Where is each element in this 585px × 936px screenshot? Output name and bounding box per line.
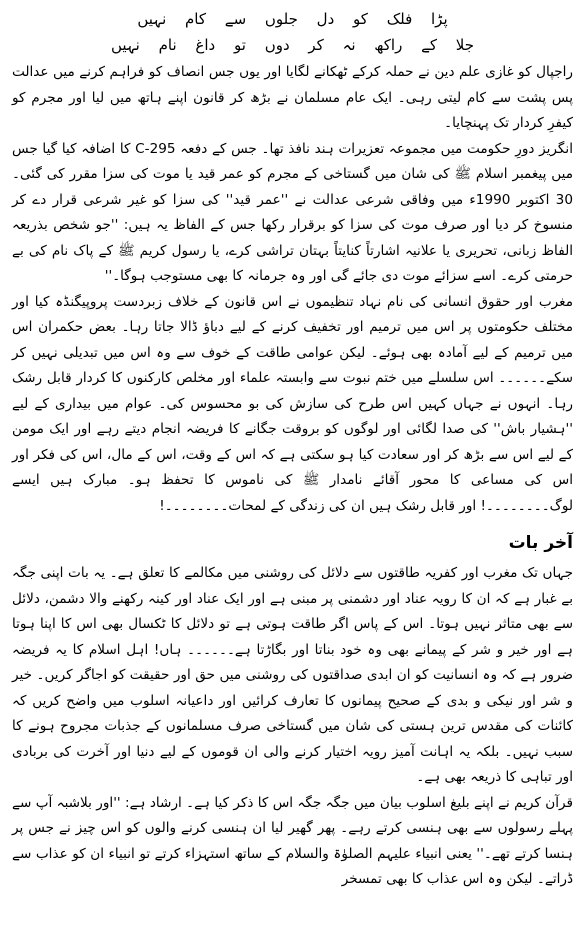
paragraph-west-pressure: مغرب اور حقوق انسانی کی نام نہاد تنظیموں نے اس قانون کے خلاف زبردست پروپیگنڈہ کیا اور مختلف حکومتوں پر اس میں ترمیم اور تخفیف کرنے کے لیے دباؤ ڈالا جاتا رہا۔ بعض حکمران اس میں ترمیم کے لیے آمادہ بھی ہوئے۔ لیکن عوامی طاقت کے خوف سے وہ اس میں تبدیلی نہیں کر سکے۔۔۔۔۔۔ اس سلسلے میں ختم نبوت سے وابستہ علماء اور مخلص کارکنوں کا کردار قابل رشک رہا۔ انہوں نے جہاں کہیں اس طرح کی سازش کی بو محسوس کی۔ عوام میں بیداری کے لیے ''ہشیار باش'' کی صدا لگائی اور لوگوں کو بروقت جگانے کا فریضہ انجام دیتے رہے اور ایک مومن کے لیے اس سے بڑھ کر اور سعادت کیا ہو سکتی ہے کہ اس کے وقت، اس کے مال، اس کی فکر اور اس کی مساعی کا محور آقائے نامدار ﷺ کی ناموس کا تحفظ ہو۔ مبارک ہیں ایسے لوگ۔۔۔۔۔۔۔۔! اور قابل رشک ہیں ان کی زندگی کے لمحات۔۔۔۔۔۔۔۔! xyxy=(12,293,573,514)
section-heading: آخر بات xyxy=(508,533,573,553)
section-law-history xyxy=(12,60,573,519)
paragraph-quran: قرآن کریم نے اپنے بلیغ اسلوب بیان میں جگہ جگہ اس کا ذکر کیا ہے۔ ارشاد ہے: ''اور بلاشبہ آپ سے پہلے رسولوں سے بھی ہنسی کرتے رہے۔ پھر گھیر لیا ان ہنسی کرنے والوں کو اس چیز نے جس پر ہنسا کرتے تھے۔'' یعنی انبیاء علیہم الصلوٰۃ والسلام کے ساتھ استہزاء کرتے تو انبیاء ان کو عذاب سے ڈراتے۔ لیکن وہ اس عذاب کا بھی تمسخر xyxy=(12,794,573,887)
paragraph-295c: انگریز دورِ حکومت میں مجموعہ تعزیرات ہند نافذ تھا۔ جس کے دفعہ 295-C کا اضافہ کیا گیا جس میں پیغمبر اسلام ﷺ کی شان میں گستاخی کے مجرم کو عمر قید یا موت کی سزا مقرر کی گئی۔ 30 اکتوبر 1990ء میں وفاقی شرعی عدالت نے ''عمر قید'' کی سزا کو غیر شرعی قرار دے کر منسوخ کر دیا اور صرف موت کی سزا کو برقرار رکھا جس کے الفاظ یہ ہیں: ''جو شخص بذریعہ الفاظ زبانی، تحریری یا علانیہ اشارتاً کنایتاً بہتان تراشی کرے، یا رسول کریم ﷺ کے پاک نام کی بے حرمتی کرے۔ اسے سزائے موت دی جائے گی اور وہ جرمانہ کا بھی مستوجب ہوگا۔'' xyxy=(12,140,573,284)
paragraph-rajpal: راجپال کو غازی علم دین نے حملہ کرکے ٹھکانے لگایا اور یوں جس انصاف کو فراہم کرنے میں عدالت پس پشت سے کام لیتی رہی۔ ایک عام مسلمان نے بڑھ کر قانون اپنے ہاتھ میں لیا اور مجرم کو کیفرِ کردار تک پہنچایا۔ xyxy=(12,64,573,131)
section-closing xyxy=(12,529,573,893)
poem-line-2: جلا کے راکھ نہ کر دوں تو داغ نام نہیں xyxy=(110,36,475,54)
poem-line-1: پڑا فلک کو دل جلوں سے کام نہیں xyxy=(137,10,448,28)
poem-couplet xyxy=(12,6,573,58)
paragraph-dialogue: جہاں تک مغرب اور کفریہ طاقتوں سے دلائل کی روشنی میں مکالمے کا تعلق ہے۔ یہ بات اپنی جگہ بے غبار ہے کہ ان کا رویہ عناد اور دشمنی پر مبنی ہے اور ایک عناد اور کینہ رکھنے والا دشمن، دلائل سے بھی متاثر نہیں ہوتا۔ اس کے پاس اگر طاقت ہوتی ہے تو دلائل کا ٹکسال بھی اس کا اپنا ہوتا ہے اور خیر و شر کے پیمانے بھی وہ خود بناتا اور بگاڑتا ہے۔۔۔۔۔۔ ہاں! اہل اسلام کا یہ فریضہ ضرور ہے کہ وہ انسانیت کو ان ابدی صداقتوں کی روشنی میں حق اور حقیقت کو اجاگر کریں۔ خیر و شر اور نیکی و بدی کے صحیح پیمانوں کا تعارف کرائیں اور داعیانہ اسلوب میں واضح کریں کہ کائنات کی مقدس ترین ہستی کی شان میں گستاخی صرف مسلمانوں کے جذبات مجروح ہونے کا سبب نہیں۔ بلکہ یہ اہانت آمیز رویہ اختیار کرنے والی ان قوموں کے لیے دنیا اور آخرت کی بربادی اور تباہی کا ذریعہ بھی ہے۔ xyxy=(12,565,573,785)
